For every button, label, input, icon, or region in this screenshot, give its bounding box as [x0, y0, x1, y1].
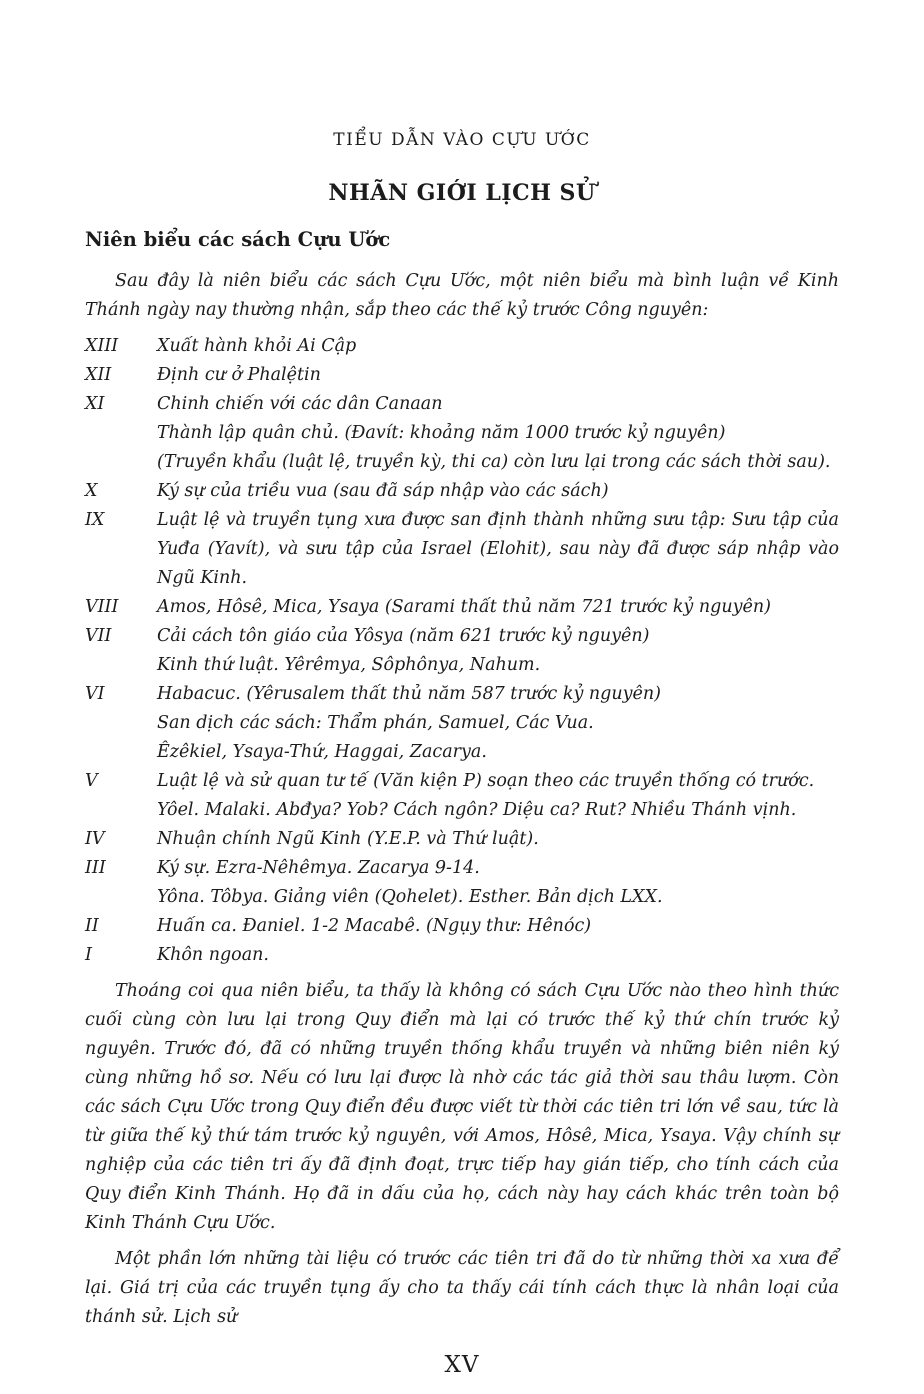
page-number: XV — [444, 1352, 480, 1378]
timeline-entry-line: San dịch các sách: Thẩm phán, Samuel, Các Vua. — [157, 713, 594, 733]
timeline-entry — [85, 361, 839, 390]
body-paragraph: Thoáng coi qua niên biểu, ta thấy là không có sách Cựu Ước nào theo hình thức cuối cùng còn lưu lại trong Quy điển mà lại có trước thế kỷ thứ chín trước kỷ nguyên. Trước đó, đã có những truyền thống khẩu truyền và những biên niên ký cùng những hồ sơ. Nếu có lưu lại được là nhờ các tác giả thời sau thâu lượm. Còn các sách Cựu Ước trong Quy điển đều được viết từ thời các tiên tri lớn về sau, tức là từ giữa thế kỷ thứ tám trước kỷ nguyên, với Amos, Hôsê, Mica, Ysaya. Vậy chính sự nghiệp của các tiên tri ấy đã định đoạt, trực tiếp hay gián tiếp, cho tính cách của Quy điển Kinh Thánh. Họ đã in dấu của họ, cách này hay cách khác trên toàn bộ Kinh Thánh Cựu Ước. — [85, 981, 839, 1233]
timeline-list — [85, 332, 839, 970]
century-numeral: IX — [85, 510, 105, 530]
timeline-entry-line: Nhuận chính Ngũ Kinh (Y.E.P. và Thứ luật). — [157, 829, 539, 849]
timeline-entry — [85, 622, 839, 680]
century-numeral: I — [85, 945, 92, 965]
page-title: NHÃN GIỚI LỊCH SỬ — [328, 180, 596, 206]
timeline-entry-line: Chinh chiến với các dân Canaan — [157, 394, 443, 414]
century-numeral: III — [85, 858, 106, 878]
timeline-entry-line: Cải cách tôn giáo của Yôsya (năm 621 trước kỷ nguyên) — [157, 626, 650, 646]
timeline-entry-line: Êzêkiel, Ysaya-Thứ, Haggai, Zacarya. — [157, 742, 487, 762]
century-numeral: XII — [85, 365, 112, 385]
timeline-entry-line: Yôel. Malaki. Abđya? Yob? Cách ngôn? Diệu ca? Rut? Nhiều Thánh vịnh. — [157, 800, 797, 820]
intro-paragraph: Sau đây là niên biểu các sách Cựu Ước, một niên biểu mà bình luận về Kinh Thánh ngày nay thường nhận, sắp theo các thế kỷ trước Công nguyên: — [85, 271, 839, 320]
century-numeral: IV — [85, 829, 105, 849]
century-numeral: VIII — [85, 597, 119, 617]
timeline-entry-line: Habacuc. (Yêrusalem thất thủ năm 587 trước kỷ nguyên) — [157, 684, 661, 704]
timeline-entry-line: Luật lệ và truyền tụng xưa được san định thành những sưu tập: Sưu tập của Yuđa (Yavít), và sưu tập của Israel (Elohit), sau này đã được sáp nhập vào Ngũ Kinh. — [157, 510, 839, 588]
century-numeral: VI — [85, 684, 105, 704]
timeline-entry-line: Định cư ở Phalệtin — [157, 365, 321, 385]
timeline-entry-line: Khôn ngoan. — [157, 945, 269, 965]
century-numeral: V — [85, 771, 98, 791]
timeline-entry — [85, 854, 839, 912]
timeline-entry — [85, 941, 839, 970]
century-numeral: X — [85, 481, 98, 501]
century-numeral: VII — [85, 626, 112, 646]
timeline-entry-line: Amos, Hôsê, Mica, Ysaya (Sarami thất thủ năm 721 trước kỷ nguyên) — [157, 597, 771, 617]
timeline-entry-line: Xuất hành khỏi Ai Cập — [157, 336, 357, 356]
timeline-entry — [85, 593, 839, 622]
timeline-entry-line: Ký sự của triều vua (sau đã sáp nhập vào các sách) — [157, 481, 609, 501]
timeline-entry — [85, 332, 839, 361]
running-head: TIỂU DẪN VÀO CỰU ƯỚC — [333, 130, 591, 150]
timeline-entry-line: Kinh thứ luật. Yêrêmya, Sôphônya, Nahum. — [157, 655, 541, 675]
timeline-entry-line: Thành lập quân chủ. (Đavít: khoảng năm 1000 trước kỷ nguyên) — [157, 423, 726, 443]
timeline-entry-line: Yôna. Tôbya. Giảng viên (Qohelet). Esther. Bản dịch LXX. — [157, 887, 663, 907]
timeline-entry — [85, 477, 839, 506]
timeline-entry-line: Luật lệ và sử quan tư tế (Văn kiện P) soạn theo các truyền thống có trước. — [157, 771, 815, 791]
timeline-entry — [85, 680, 839, 767]
century-numeral: XI — [85, 394, 105, 414]
timeline-entry — [85, 767, 839, 825]
timeline-entry — [85, 825, 839, 854]
timeline-entry-line: Huấn ca. Đaniel. 1-2 Macabê. (Ngụy thư: Hênóc) — [157, 916, 592, 936]
century-numeral: XIII — [85, 336, 119, 356]
timeline-entry-line: (Truyền khẩu (luật lệ, truyền kỳ, thi ca) còn lưu lại trong các sách thời sau). — [157, 452, 831, 472]
timeline-entry — [85, 912, 839, 941]
page-content — [85, 0, 839, 1378]
section-heading: Niên biểu các sách Cựu Ước — [85, 228, 391, 251]
timeline-entry — [85, 506, 839, 593]
body-paragraph: Một phần lớn những tài liệu có trước các tiên tri đã do từ những thời xa xưa để lại. Giá trị của các truyền tụng ấy cho ta thấy cái tính cách thực là nhân loại của thánh sử. Lịch sử — [85, 1249, 839, 1327]
timeline-entry-line: Ký sự. Ezra-Nêhêmya. Zacarya 9-14. — [157, 858, 480, 878]
timeline-entry — [85, 390, 839, 477]
century-numeral: II — [85, 916, 99, 936]
